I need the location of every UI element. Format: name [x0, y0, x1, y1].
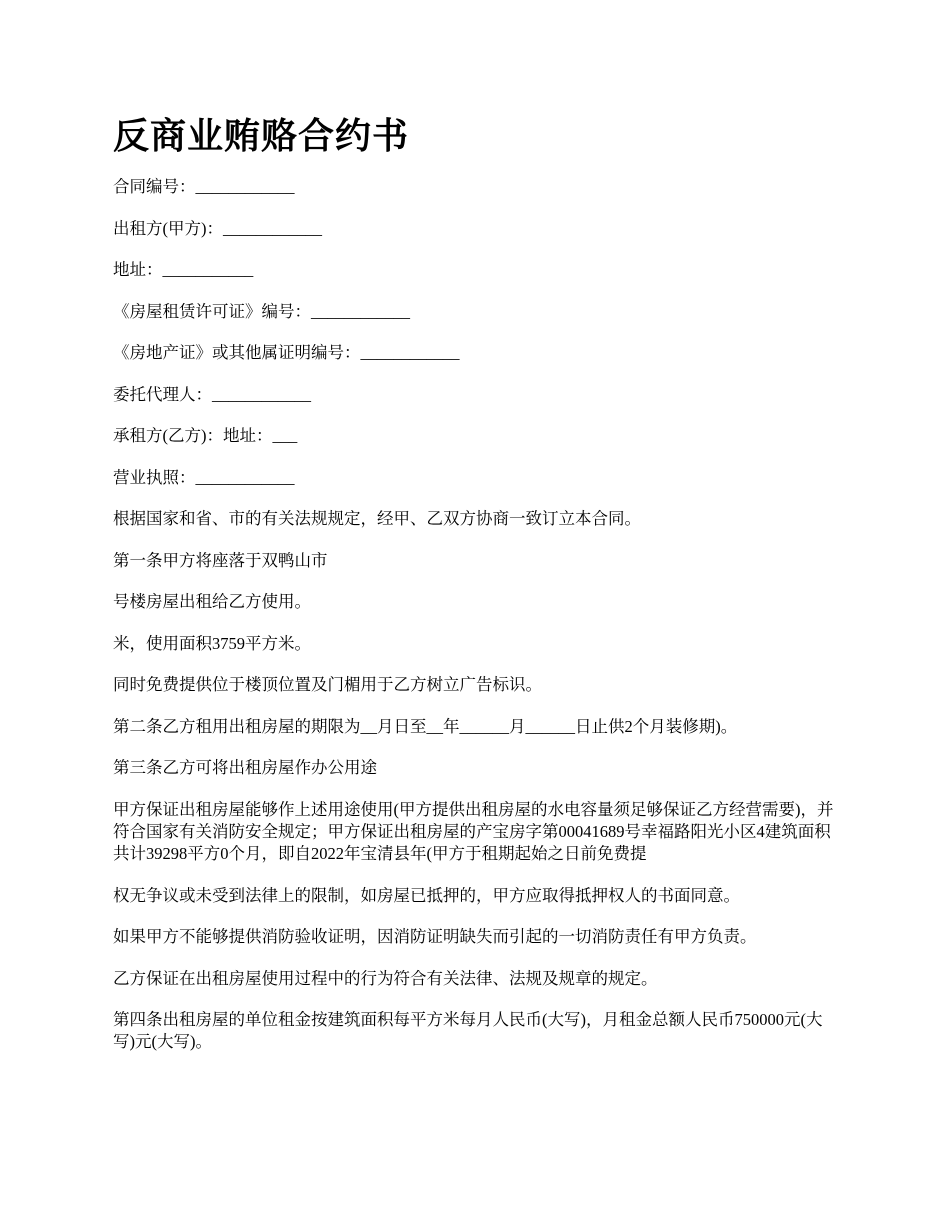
lessee-guarantee-paragraph: 乙方保证在出租房屋使用过程中的行为符合有关法律、法规及规章的规定。 — [113, 968, 658, 988]
document-page — [113, 112, 841, 1073]
article-4-paragraph: 第四条出租房屋的单位租金按建筑面积每平方米每月人民币(大写)，月租金总额人民币750000元(大写)元(大写)。 — [113, 1010, 823, 1051]
document-title: 反商业贿赂合约书 — [113, 116, 410, 156]
business-license-line: 营业执照：____________ — [113, 467, 295, 487]
article-3-paragraph: 第三条乙方可将出租房屋作办公用途 — [113, 758, 377, 777]
lease-permit-number-line: 《房屋租赁许可证》编号：____________ — [113, 301, 410, 321]
lessor-guarantee-paragraph: 甲方保证出租房屋能够作上述用途使用(甲方提供出租房屋的水电容量须足够保证乙方经营需要)，并符合国家有关消防安全规定；甲方保证出租房屋的产宝房字第00041689号幸福路阳光小区4建筑面积共计39298平方0个月，即自2022年宝清县年(甲方于租期起始之日前免费提 — [113, 799, 834, 863]
article-1-paragraph: 第一条甲方将座落于双鸭山市 — [113, 550, 328, 570]
ownership-paragraph: 权无争议或未受到法律上的限制，如房屋已抵押的，甲方应取得抵押权人的书面同意。 — [113, 885, 740, 905]
area-paragraph: 米，使用面积3759平方米。 — [113, 633, 311, 653]
property-certificate-line: 《房地产证》或其他属证明编号：____________ — [113, 343, 460, 362]
preamble-paragraph: 根据国家和省、市的有关法规规定，经甲、乙双方协商一致订立本合同。 — [113, 509, 641, 528]
agent-line: 委托代理人：____________ — [113, 384, 311, 404]
contract-number-line: 合同编号：____________ — [113, 177, 295, 196]
lessor-line: 出租方(甲方)：____________ — [113, 218, 322, 238]
article-2-paragraph: 第二条乙方租用出租房屋的期限为__月日至__年______月______日止供2个月装修期)。 — [113, 716, 738, 736]
lessee-line: 承租方(乙方)：地址：___ — [113, 426, 298, 445]
lessor-address-line: 地址：___________ — [113, 260, 254, 279]
signage-paragraph: 同时免费提供位于楼顶位置及门楣用于乙方树立广告标识。 — [113, 675, 542, 694]
building-paragraph: 号楼房屋出租给乙方使用。 — [113, 592, 311, 611]
fire-safety-paragraph: 如果甲方不能够提供消防验收证明，因消防证明缺失而引起的一切消防责任有甲方负责。 — [113, 927, 757, 946]
